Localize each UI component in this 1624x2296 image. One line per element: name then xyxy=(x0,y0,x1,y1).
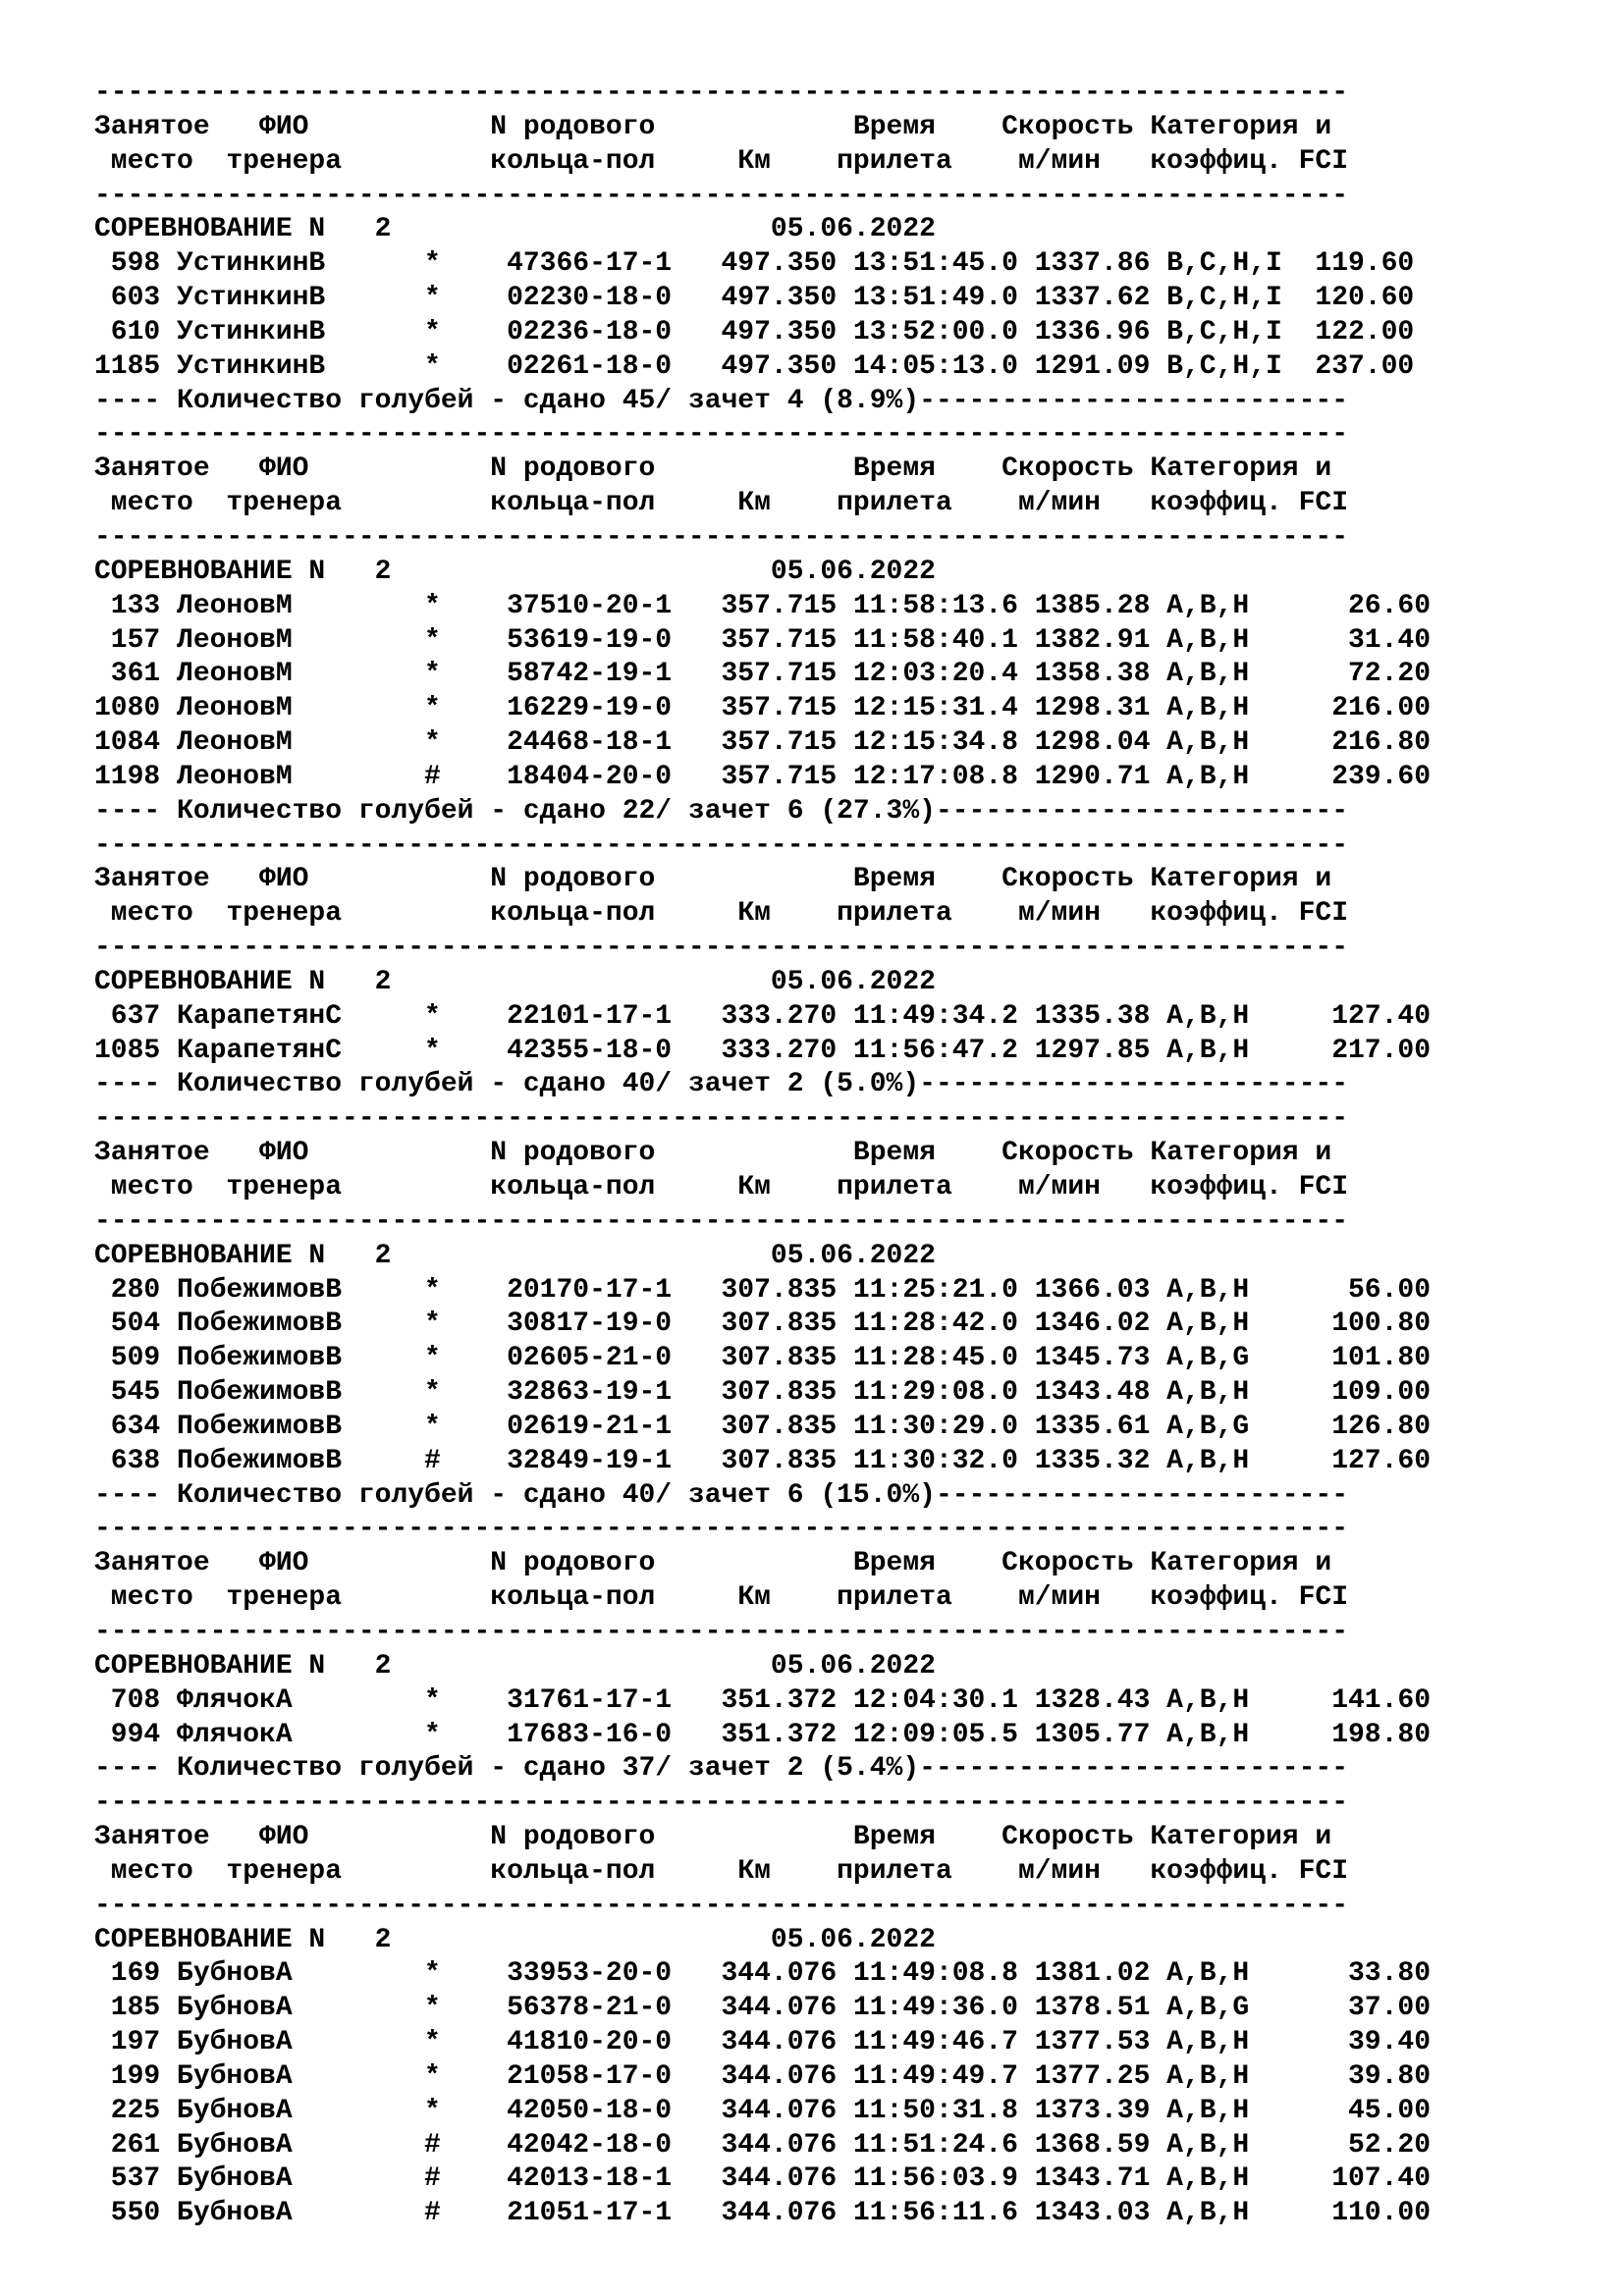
result-row: 550 БубновА # 21051-17-1 344.076 11:56:11.6 1343.03 A,B,H 110.00 xyxy=(94,2198,1432,2229)
header-row-2: место тренера кольца-пол Км прилета м/мин коэффиц. FCI xyxy=(94,898,1349,930)
header-row-2: место тренера кольца-пол Км прилета м/мин коэффиц. FCI xyxy=(94,1172,1349,1202)
separator-line: ---------------------------------------------------------------------------- xyxy=(94,180,1349,211)
separator-line: ---------------------------------------------------------------------------- xyxy=(94,419,1349,451)
separator-line: ---------------------------------------------------------------------------- xyxy=(94,1890,1349,1921)
summary-line: ---- Количество голубей - сдано 37/ зачет 2 (5.4%)-------------------------- xyxy=(94,1753,1349,1785)
result-row: 537 БубновА # 42013-18-1 344.076 11:56:03.9 1343.71 A,B,H 107.40 xyxy=(94,2163,1432,2195)
result-row: 157 ЛеоновМ * 53619-19-0 357.715 11:58:40.1 1382.91 A,B,H 31.40 xyxy=(94,624,1432,656)
result-row: 169 БубновА * 33953-20-0 344.076 11:49:08.8 1381.02 A,B,H 33.80 xyxy=(94,1958,1432,1990)
separator-line: ---------------------------------------------------------------------------- xyxy=(94,933,1349,964)
competition-line: СОРЕВНОВАНИЕ N 2 05.06.2022 xyxy=(94,1650,936,1682)
summary-line: ---- Количество голубей - сдано 22/ зачет 6 (27.3%)------------------------- xyxy=(94,795,1349,827)
result-row: 708 ФлячокА * 31761-17-1 351.372 12:04:30.1 1328.43 A,B,H 141.60 xyxy=(94,1684,1432,1716)
result-row: 197 БубновА * 41810-20-0 344.076 11:49:46.7 1377.53 A,B,H 39.40 xyxy=(94,2027,1432,2058)
competition-line: СОРЕВНОВАНИЕ N 2 05.06.2022 xyxy=(94,1924,936,1955)
result-row: 261 БубновА # 42042-18-0 344.076 11:51:24.6 1368.59 A,B,H 52.20 xyxy=(94,2129,1432,2161)
result-row: 133 ЛеоновМ * 37510-20-1 357.715 11:58:13.6 1385.28 A,B,H 26.60 xyxy=(94,590,1432,621)
result-row: 603 УстинкинВ * 02230-18-0 497.350 13:51:49.0 1337.62 B,C,H,I 120.60 xyxy=(94,283,1415,314)
result-row: 545 ПобежимовВ * 32863-19-1 307.835 11:29:08.0 1343.48 A,B,H 109.00 xyxy=(94,1377,1432,1409)
result-row: 361 ЛеоновМ * 58742-19-1 357.715 12:03:20.4 1358.38 A,B,H 72.20 xyxy=(94,659,1432,690)
result-row: 637 КарапетянС * 22101-17-1 333.270 11:49:34.2 1335.38 A,B,H 127.40 xyxy=(94,1000,1432,1032)
separator-line: ---------------------------------------------------------------------------- xyxy=(94,1616,1349,1647)
separator-line: ---------------------------------------------------------------------------- xyxy=(94,1788,1349,1819)
result-row: 598 УстинкинВ * 47366-17-1 497.350 13:51:45.0 1337.86 B,C,H,I 119.60 xyxy=(94,248,1415,280)
competition-line: СОРЕВНОВАНИЕ N 2 05.06.2022 xyxy=(94,966,936,997)
separator-line: ---------------------------------------------------------------------------- xyxy=(94,829,1349,861)
result-row: 225 БубновА * 42050-18-0 344.076 11:50:31.8 1373.39 A,B,H 45.00 xyxy=(94,2095,1432,2126)
separator-line: ---------------------------------------------------------------------------- xyxy=(94,521,1349,553)
separator-line: ---------------------------------------------------------------------------- xyxy=(94,1103,1349,1135)
result-row: 1084 ЛеоновМ * 24468-18-1 357.715 12:15:34.8 1298.04 A,B,H 216.80 xyxy=(94,727,1432,759)
separator-line: ---------------------------------------------------------------------------- xyxy=(94,1205,1349,1237)
result-row: 638 ПобежимовВ # 32849-19-1 307.835 11:30:32.0 1335.32 A,B,H 127.60 xyxy=(94,1445,1432,1476)
header-row-2: место тренера кольца-пол Км прилета м/мин коэффиц. FCI xyxy=(94,145,1349,177)
results-document xyxy=(94,77,1431,2231)
result-row: 185 БубновА * 56378-21-0 344.076 11:49:36.0 1378.51 A,B,G 37.00 xyxy=(94,1993,1432,2024)
header-row-1: Занятое ФИО N родового Время Скорость Категория и xyxy=(94,454,1332,485)
result-row: 1085 КарапетянС * 42355-18-0 333.270 11:56:47.2 1297.85 A,B,H 217.00 xyxy=(94,1035,1432,1066)
competition-line: СОРЕВНОВАНИЕ N 2 05.06.2022 xyxy=(94,1240,936,1271)
result-row: 280 ПобежимовВ * 20170-17-1 307.835 11:25:21.0 1366.03 A,B,H 56.00 xyxy=(94,1274,1432,1306)
header-row-2: место тренера кольца-пол Км прилета м/мин коэффиц. FCI xyxy=(94,1582,1349,1614)
result-row: 994 ФлячокА * 17683-16-0 351.372 12:09:05.5 1305.77 A,B,H 198.80 xyxy=(94,1719,1432,1750)
header-row-2: место тренера кольца-пол Км прилета м/мин коэффиц. FCI xyxy=(94,488,1349,519)
summary-line: ---- Количество голубей - сдано 40/ зачет 2 (5.0%)-------------------------- xyxy=(94,1069,1349,1100)
summary-line: ---- Количество голубей - сдано 40/ зачет 6 (15.0%)------------------------- xyxy=(94,1479,1349,1511)
header-row-1: Занятое ФИО N родового Время Скорость Категория и xyxy=(94,864,1332,895)
header-row-1: Занятое ФИО N родового Время Скорость Категория и xyxy=(94,1548,1332,1579)
header-row-1: Занятое ФИО N родового Время Скорость Категория и xyxy=(94,1138,1332,1169)
result-row: 1198 ЛеоновМ # 18404-20-0 357.715 12:17:08.8 1290.71 A,B,H 239.60 xyxy=(94,761,1432,792)
summary-line: ---- Количество голубей - сдано 45/ зачет 4 (8.9%)-------------------------- xyxy=(94,385,1349,416)
separator-line: ---------------------------------------------------------------------------- xyxy=(94,78,1349,108)
result-row: 1185 УстинкинВ * 02261-18-0 497.350 14:05:13.0 1291.09 B,C,H,I 237.00 xyxy=(94,350,1415,382)
result-row: 504 ПобежимовВ * 30817-19-0 307.835 11:28:42.0 1346.02 A,B,H 100.80 xyxy=(94,1308,1432,1340)
result-row: 610 УстинкинВ * 02236-18-0 497.350 13:52:00.0 1336.96 B,C,H,I 122.00 xyxy=(94,316,1415,347)
competition-line: СОРЕВНОВАНИЕ N 2 05.06.2022 xyxy=(94,214,936,245)
header-row-1: Занятое ФИО N родового Время Скорость Категория и xyxy=(94,1822,1332,1853)
separator-line: ---------------------------------------------------------------------------- xyxy=(94,1514,1349,1545)
result-row: 1080 ЛеоновМ * 16229-19-0 357.715 12:15:31.4 1298.31 A,B,H 216.00 xyxy=(94,693,1432,724)
header-row-1: Занятое ФИО N родового Время Скорость Категория и xyxy=(94,111,1332,142)
result-row: 509 ПобежимовВ * 02605-21-0 307.835 11:28:45.0 1345.73 A,B,G 101.80 xyxy=(94,1343,1432,1374)
result-row: 199 БубновА * 21058-17-0 344.076 11:49:49.7 1377.25 A,B,H 39.80 xyxy=(94,2060,1432,2092)
result-row: 634 ПобежимовВ * 02619-21-1 307.835 11:30:29.0 1335.61 A,B,G 126.80 xyxy=(94,1411,1432,1442)
competition-line: СОРЕВНОВАНИЕ N 2 05.06.2022 xyxy=(94,556,936,587)
header-row-2: место тренера кольца-пол Км прилета м/мин коэффиц. FCI xyxy=(94,1855,1349,1887)
